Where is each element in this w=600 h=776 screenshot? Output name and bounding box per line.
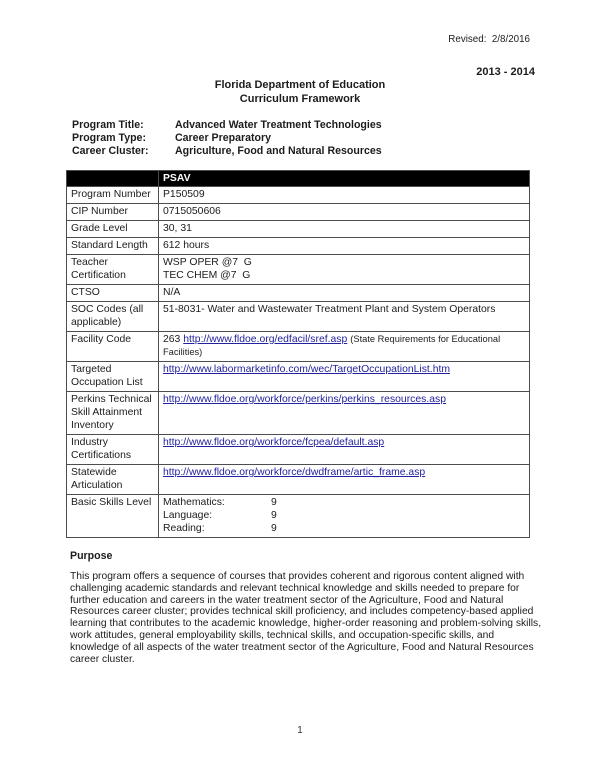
table-header-blank-cell — [67, 171, 159, 187]
psav-column-header: PSAV — [159, 171, 530, 187]
certification-line: WSP OPER @7 G — [163, 257, 252, 268]
row-value: P150509 — [159, 187, 530, 204]
program-type-row — [72, 132, 382, 145]
row-label: Perkins Technical Skill Attainment Inventory — [67, 392, 159, 435]
row-label: Grade Level — [67, 221, 159, 238]
revised-date: Revised: 2/8/2016 — [448, 34, 530, 45]
industry-certifications-link[interactable]: http://www.fldoe.org/workforce/fcpea/default.asp — [163, 437, 385, 448]
row-value — [159, 435, 530, 465]
targeted-occupation-list-link[interactable]: http://www.labormarketinfo.com/wec/TargetOccupationList.htm — [163, 364, 451, 375]
table-header-row — [67, 171, 530, 187]
basic-skill-level: 9 — [271, 510, 277, 521]
row-label: Teacher Certification — [67, 255, 159, 285]
row-value: 51-8031- Water and Wastewater Treatment Plant and System Operators — [159, 302, 530, 332]
career-cluster-value: Agriculture, Food and Natural Resources — [175, 145, 382, 158]
purpose-paragraph: This program offers a sequence of courses that provides coherent and rigorous content aligned with challenging academic standards and relevant technical knowledge and skills needed to prepare for further education and careers in the water treatment sector of the Agriculture, Food and Natural Resources career cluster; provides technical skill proficiency, and includes competency-based applied learning that contributes to the academic knowledge, higher-order reasoning and problem-solving skills, work attitudes, general employability skills, technical skills, and occupation-specific skills, and knowledge of all aspects of the water treatment sector of the Agriculture, Food and Natural Resources career cluster. — [70, 571, 542, 665]
basic-skill-item — [163, 522, 524, 535]
doc-title: Curriculum Framework — [239, 92, 361, 105]
certification-line: TEC CHEM @7 G — [163, 270, 251, 281]
table-row-soc-codes — [67, 302, 530, 332]
row-label: Statewide Articulation — [67, 465, 159, 495]
table-row-facility-code — [67, 332, 530, 362]
row-label: CTSO — [67, 285, 159, 302]
table-row-statewide-articulation — [67, 465, 530, 495]
row-value — [159, 392, 530, 435]
facility-code-link[interactable]: http://www.fldoe.org/edfacil/sref.asp — [183, 334, 348, 345]
basic-skill-name: Reading: — [163, 523, 205, 534]
table-row-grade-level — [67, 221, 530, 238]
basic-skill-level: 9 — [271, 523, 277, 534]
table-row-teacher-certification — [67, 255, 530, 285]
row-label: Facility Code — [67, 332, 159, 362]
basic-skill-item — [163, 496, 524, 509]
statewide-articulation-link[interactable]: http://www.fldoe.org/workforce/dwdframe/artic_frame.asp — [163, 467, 426, 478]
row-value — [159, 255, 530, 285]
page-number: 1 — [297, 725, 303, 736]
row-value: 0715050606 — [159, 204, 530, 221]
program-info — [72, 119, 382, 159]
facility-code-number: 263 — [163, 334, 184, 345]
program-title-row — [72, 119, 382, 132]
table-row-cip-number — [67, 204, 530, 221]
row-label: Standard Length — [67, 238, 159, 255]
table-row-ctso — [67, 285, 530, 302]
table-row-industry-certifications — [67, 435, 530, 465]
table-row-standard-length — [67, 238, 530, 255]
document-header — [0, 79, 600, 106]
career-cluster-label: Career Cluster: — [72, 145, 149, 158]
program-title-value: Advanced Water Treatment Technologies — [175, 119, 382, 131]
org-name: Florida Department of Education — [214, 79, 386, 91]
basic-skill-name: Language: — [163, 510, 213, 521]
table-row-basic-skills — [67, 495, 530, 538]
program-details-table — [66, 170, 530, 538]
program-title-label: Program Title: — [72, 119, 144, 131]
basic-skill-item — [163, 509, 524, 522]
row-label: Program Number — [67, 187, 159, 204]
facility-code-note: (State Requirements for Educational Facilities) — [163, 334, 501, 357]
basic-skill-level: 9 — [271, 497, 277, 508]
table-row-perkins-inventory — [67, 392, 530, 435]
perkins-resources-link[interactable]: http://www.fldoe.org/workforce/perkins/perkins_resources.asp — [163, 394, 446, 405]
row-value — [159, 465, 530, 495]
row-label: Targeted Occupation List — [67, 362, 159, 392]
row-value: 30, 31 — [159, 221, 530, 238]
row-value — [159, 495, 530, 538]
row-label: Basic Skills Level — [67, 495, 159, 538]
purpose-heading: Purpose — [70, 550, 113, 562]
program-type-value: Career Preparatory — [175, 132, 271, 145]
row-label: SOC Codes (all applicable) — [67, 302, 159, 332]
row-label: CIP Number — [67, 204, 159, 221]
row-value: 612 hours — [159, 238, 530, 255]
row-label: Industry Certifications — [67, 435, 159, 465]
row-value: N/A — [159, 285, 530, 302]
table-row-program-number — [67, 187, 530, 204]
program-type-label: Program Type: — [72, 132, 146, 145]
career-cluster-row — [72, 145, 382, 158]
row-value — [159, 362, 530, 392]
row-value — [159, 332, 530, 362]
table-row-targeted-occupation-list — [67, 362, 530, 392]
school-year: 2013 - 2014 — [476, 66, 535, 78]
basic-skill-name: Mathematics: — [163, 497, 225, 508]
